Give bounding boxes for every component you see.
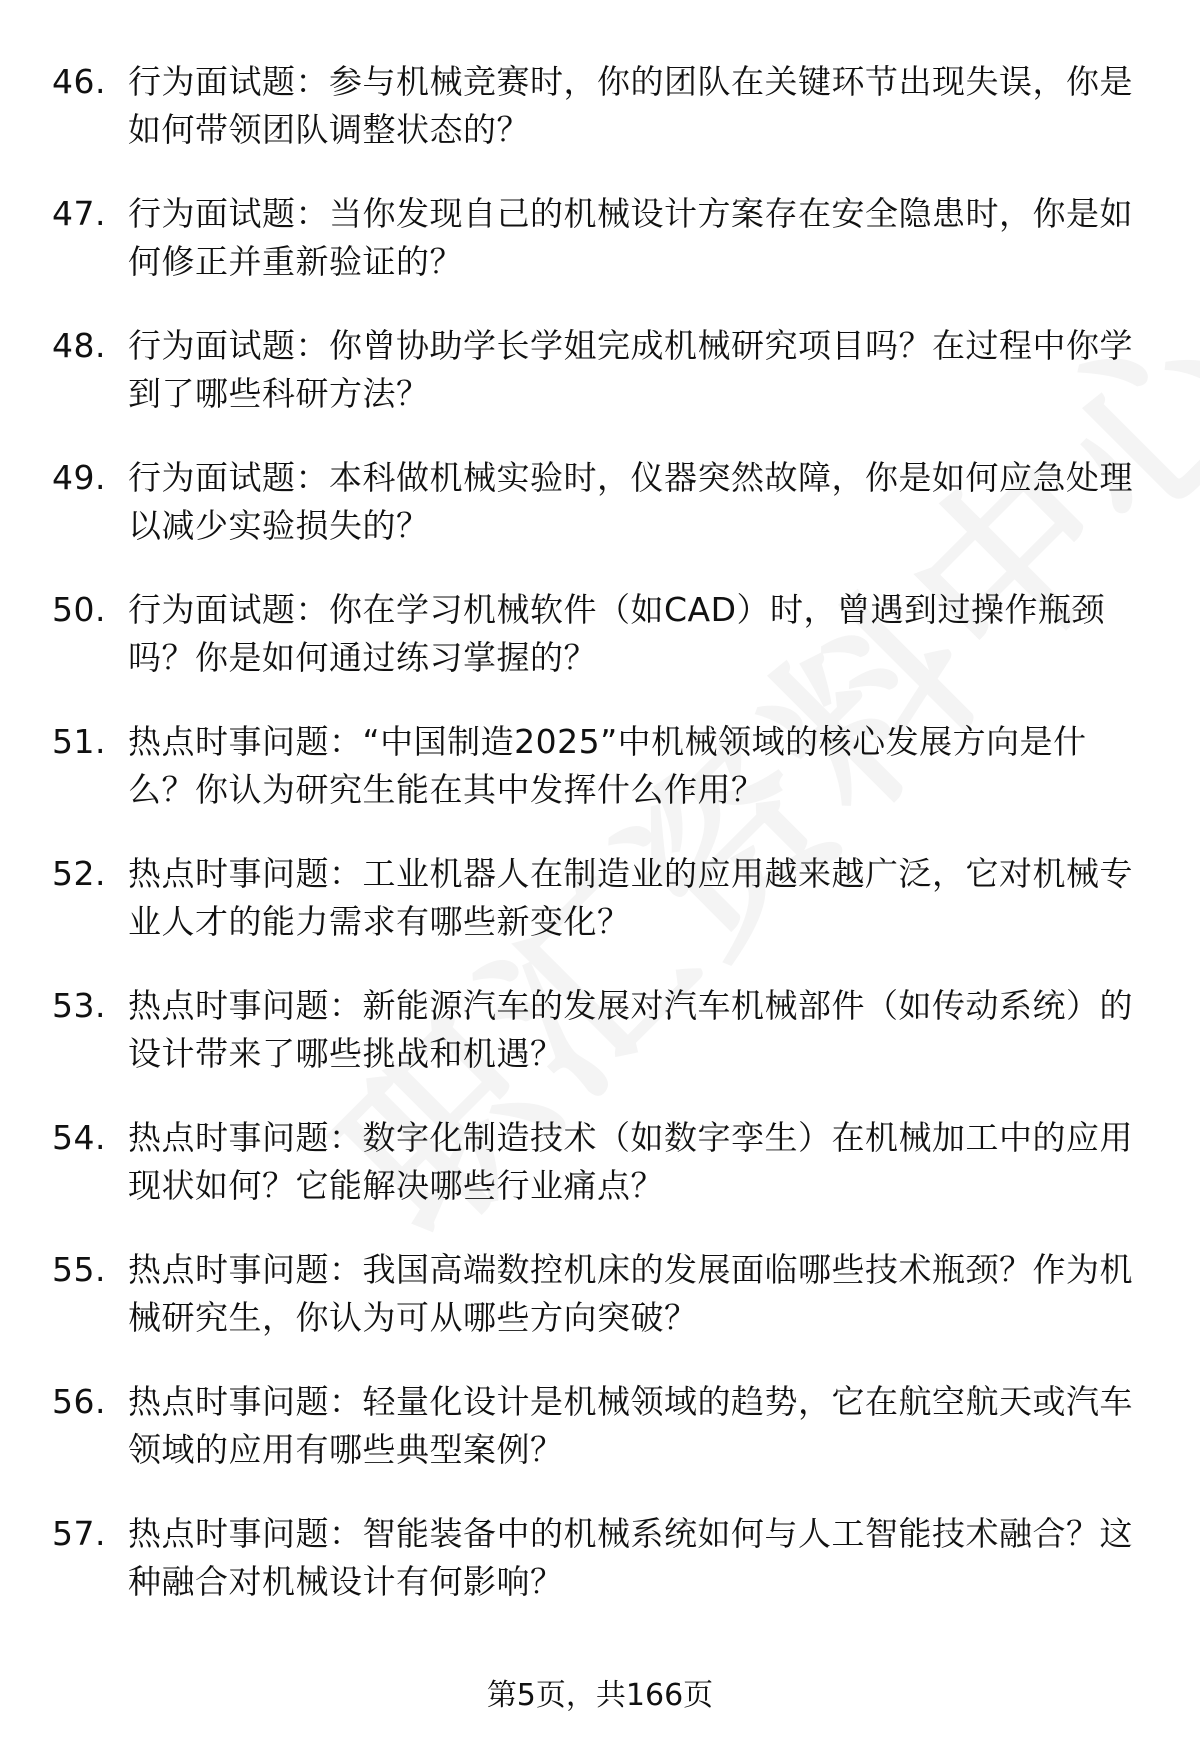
question-number: 55. xyxy=(52,1250,106,1289)
question-number: 50. xyxy=(52,590,106,629)
question-number: 53. xyxy=(52,986,106,1025)
question-number: 49. xyxy=(52,458,106,497)
question-item-46 xyxy=(52,58,1162,190)
question-number: 54. xyxy=(52,1118,106,1157)
question-number: 51. xyxy=(52,722,106,761)
question-item-47 xyxy=(52,190,1162,322)
question-item-48 xyxy=(52,322,1162,454)
question-text: 热点时事问题：我国高端数控机床的发展面临哪些技术瓶颈？作为机械研究生，你认为可从哪些方向突破？ xyxy=(128,1250,1133,1337)
question-item-49 xyxy=(52,454,1162,586)
question-text: 热点时事问题：工业机器人在制造业的应用越来越广泛，它对机械专业人才的能力需求有哪些新变化？ xyxy=(128,854,1133,941)
question-text: 热点时事问题：数字化制造技术（如数字孪生）在机械加工中的应用现状如何？它能解决哪些行业痛点？ xyxy=(128,1118,1133,1205)
page-number-footer: 第5页，共166页 xyxy=(486,1678,714,1713)
question-number: 52. xyxy=(52,854,106,893)
question-number: 48. xyxy=(52,326,106,365)
question-item-54 xyxy=(52,1114,1162,1246)
question-text: 行为面试题：参与机械竞赛时，你的团队在关键环节出现失误，你是如何带领团队调整状态的？ xyxy=(128,62,1133,149)
question-list xyxy=(52,58,1162,1642)
question-item-55 xyxy=(52,1246,1162,1378)
question-item-56 xyxy=(52,1378,1162,1510)
question-text: 热点时事问题：轻量化设计是机械领域的趋势，它在航空航天或汽车领域的应用有哪些典型案例？ xyxy=(128,1382,1133,1469)
question-item-57 xyxy=(52,1510,1162,1642)
question-number: 57. xyxy=(52,1514,106,1553)
question-text: 行为面试题：当你发现自己的机械设计方案存在安全隐患时，你是如何修正并重新验证的？ xyxy=(128,194,1133,281)
question-number: 46. xyxy=(52,62,106,101)
question-item-50 xyxy=(52,586,1162,718)
question-text: 行为面试题：你在学习机械软件（如CAD）时，曾遇到过操作瓶颈吗？你是如何通过练习掌握的？ xyxy=(128,590,1106,677)
question-number: 47. xyxy=(52,194,106,233)
question-number: 56. xyxy=(52,1382,106,1421)
question-text: 热点时事问题：智能装备中的机械系统如何与人工智能技术融合？这种融合对机械设计有何影响？ xyxy=(128,1514,1133,1601)
question-item-52 xyxy=(52,850,1162,982)
question-text: 热点时事问题：“中国制造2025”中机械领域的核心发展方向是什么？你认为研究生能在其中发挥什么作用？ xyxy=(128,722,1087,809)
question-text: 行为面试题：你曾协助学长学姐完成机械研究项目吗？在过程中你学到了哪些科研方法？ xyxy=(128,326,1133,413)
question-item-51 xyxy=(52,718,1162,850)
question-text: 行为面试题：本科做机械实验时，仪器突然故障，你是如何应急处理以减少实验损失的？ xyxy=(128,458,1133,545)
question-item-53 xyxy=(52,982,1162,1114)
question-text: 热点时事问题：新能源汽车的发展对汽车机械部件（如传动系统）的设计带来了哪些挑战和机遇？ xyxy=(128,986,1133,1073)
